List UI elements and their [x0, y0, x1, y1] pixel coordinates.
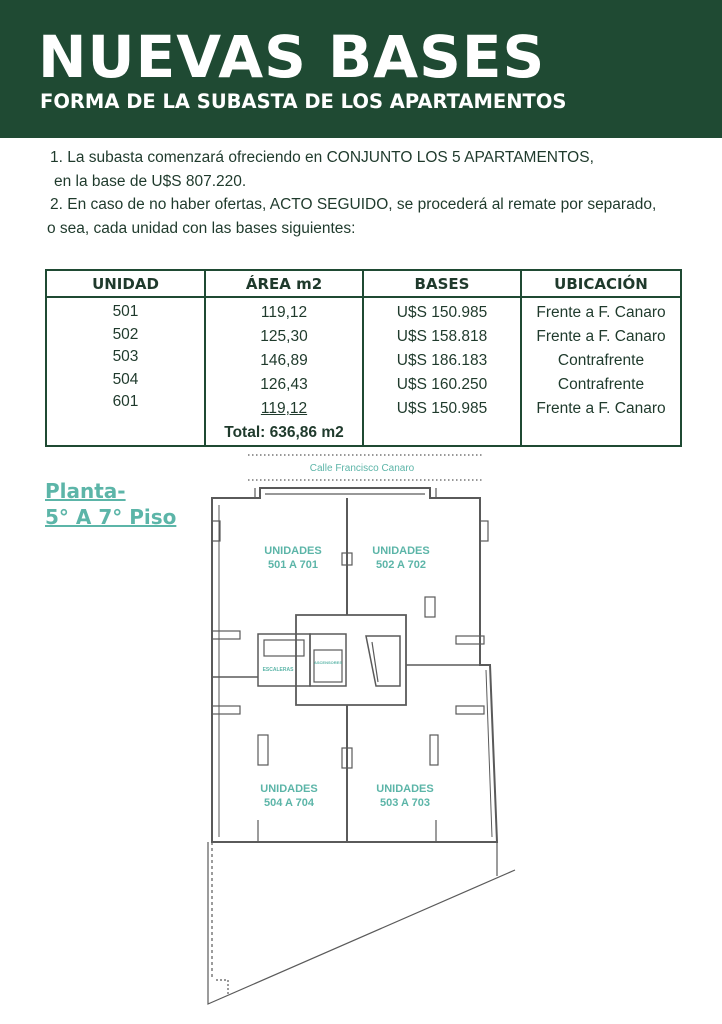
table-header-row: [46, 270, 681, 297]
base-cell: U$S 158.818: [396, 328, 488, 345]
header-unidad: UNIDAD: [46, 270, 205, 297]
lot-line: [208, 842, 515, 1004]
unit-label-title: UNIDADES: [264, 545, 322, 557]
duct-shape: [366, 636, 400, 686]
window-wall: [212, 631, 240, 639]
base-cell: U$S 150.985: [396, 304, 488, 321]
unidad-cell: 503: [112, 348, 139, 365]
floor-plan-label-line-1: Planta-: [45, 479, 126, 503]
unit-label-title: UNIDADES: [372, 545, 430, 557]
area-cell: 126,43: [260, 376, 308, 393]
area-cell: 146,89: [260, 352, 308, 369]
table-body-row: [46, 297, 681, 446]
ubicacion-cell: Contrafrente: [557, 376, 645, 393]
column-bases: [363, 297, 521, 446]
base-cell: U$S 150.985: [396, 400, 488, 417]
column: [430, 735, 438, 765]
wall-line: [255, 488, 436, 498]
page-subtitle: FORMA DE LA SUBASTA DE LOS APARTAMENTOS: [40, 90, 567, 113]
column-area: [205, 297, 363, 446]
wall-line: [260, 488, 430, 498]
window-wall: [212, 706, 240, 714]
window-wall: [456, 706, 484, 714]
stairs-landing: [264, 640, 304, 656]
unidad-cell: 601: [112, 393, 139, 410]
window-wall: [480, 521, 488, 541]
street-label: Calle Francisco Canaro: [309, 463, 415, 474]
header-banner: [0, 0, 722, 138]
base-cell: U$S 186.183: [396, 352, 488, 369]
unidad-cell: 504: [112, 370, 139, 388]
floor-plan: [0, 450, 722, 1024]
intro-line-4: o sea, cada unidad con las bases siguientes:: [47, 219, 356, 237]
unit-label-title: UNIDADES: [376, 783, 434, 795]
area-cell: 119,12: [260, 304, 308, 321]
core-outline: [296, 615, 406, 705]
intro-line-1: 1. La subasta comenzará ofreciendo en CONJUNTO LOS 5 APARTAMENTOS,: [50, 149, 594, 166]
column-unidad: [46, 297, 205, 446]
base-cell: U$S 160.250: [396, 376, 488, 393]
elevator-shaft: [314, 650, 342, 682]
duct-line: [372, 642, 378, 682]
page-title: NUEVAS BASES: [38, 23, 546, 91]
area-cell: 119,12: [260, 400, 308, 417]
header-ubicacion: UBICACIÓN: [521, 270, 681, 297]
ubicacion-cell: Frente a F. Canaro: [536, 304, 666, 321]
column: [258, 735, 268, 765]
header-area: ÁREA m2: [205, 270, 363, 297]
unit-label-title: UNIDADES: [260, 783, 318, 795]
floor-plan-label-line-2: 5° A 7° Piso: [45, 505, 177, 529]
ubicacion-cell: Frente a F. Canaro: [536, 400, 666, 417]
intro-line-3: 2. En caso de no haber ofertas, ACTO SEGUIDO, se procederá al remate por separado,: [50, 196, 657, 213]
unit-label-range: 503 A 703: [380, 797, 430, 809]
elevators-label: ASCENSORES: [313, 660, 343, 665]
stairs-label: ESCALERAS: [262, 667, 294, 673]
column-ubicacion: [521, 297, 681, 446]
ubicacion-cell: Frente a F. Canaro: [536, 328, 666, 345]
lot-line: [216, 980, 228, 996]
intro-line-2: en la base de U$S 807.220.: [54, 172, 247, 190]
unit-label-range: 502 A 702: [376, 559, 426, 571]
stairs-box: [258, 634, 310, 686]
area-total: Total: 636,86 m2: [224, 424, 344, 441]
unit-label-range: 501 A 701: [268, 559, 318, 571]
intro-text: [47, 146, 690, 240]
unidad-cell: 501: [112, 303, 139, 320]
unidad-cell: 502: [112, 325, 139, 343]
ubicacion-cell: Contrafrente: [557, 352, 645, 369]
area-cell: 125,30: [260, 328, 308, 345]
column: [425, 597, 435, 617]
unit-label-range: 504 A 704: [264, 797, 314, 809]
header-bases: BASES: [363, 270, 521, 297]
bases-table: [45, 269, 682, 447]
